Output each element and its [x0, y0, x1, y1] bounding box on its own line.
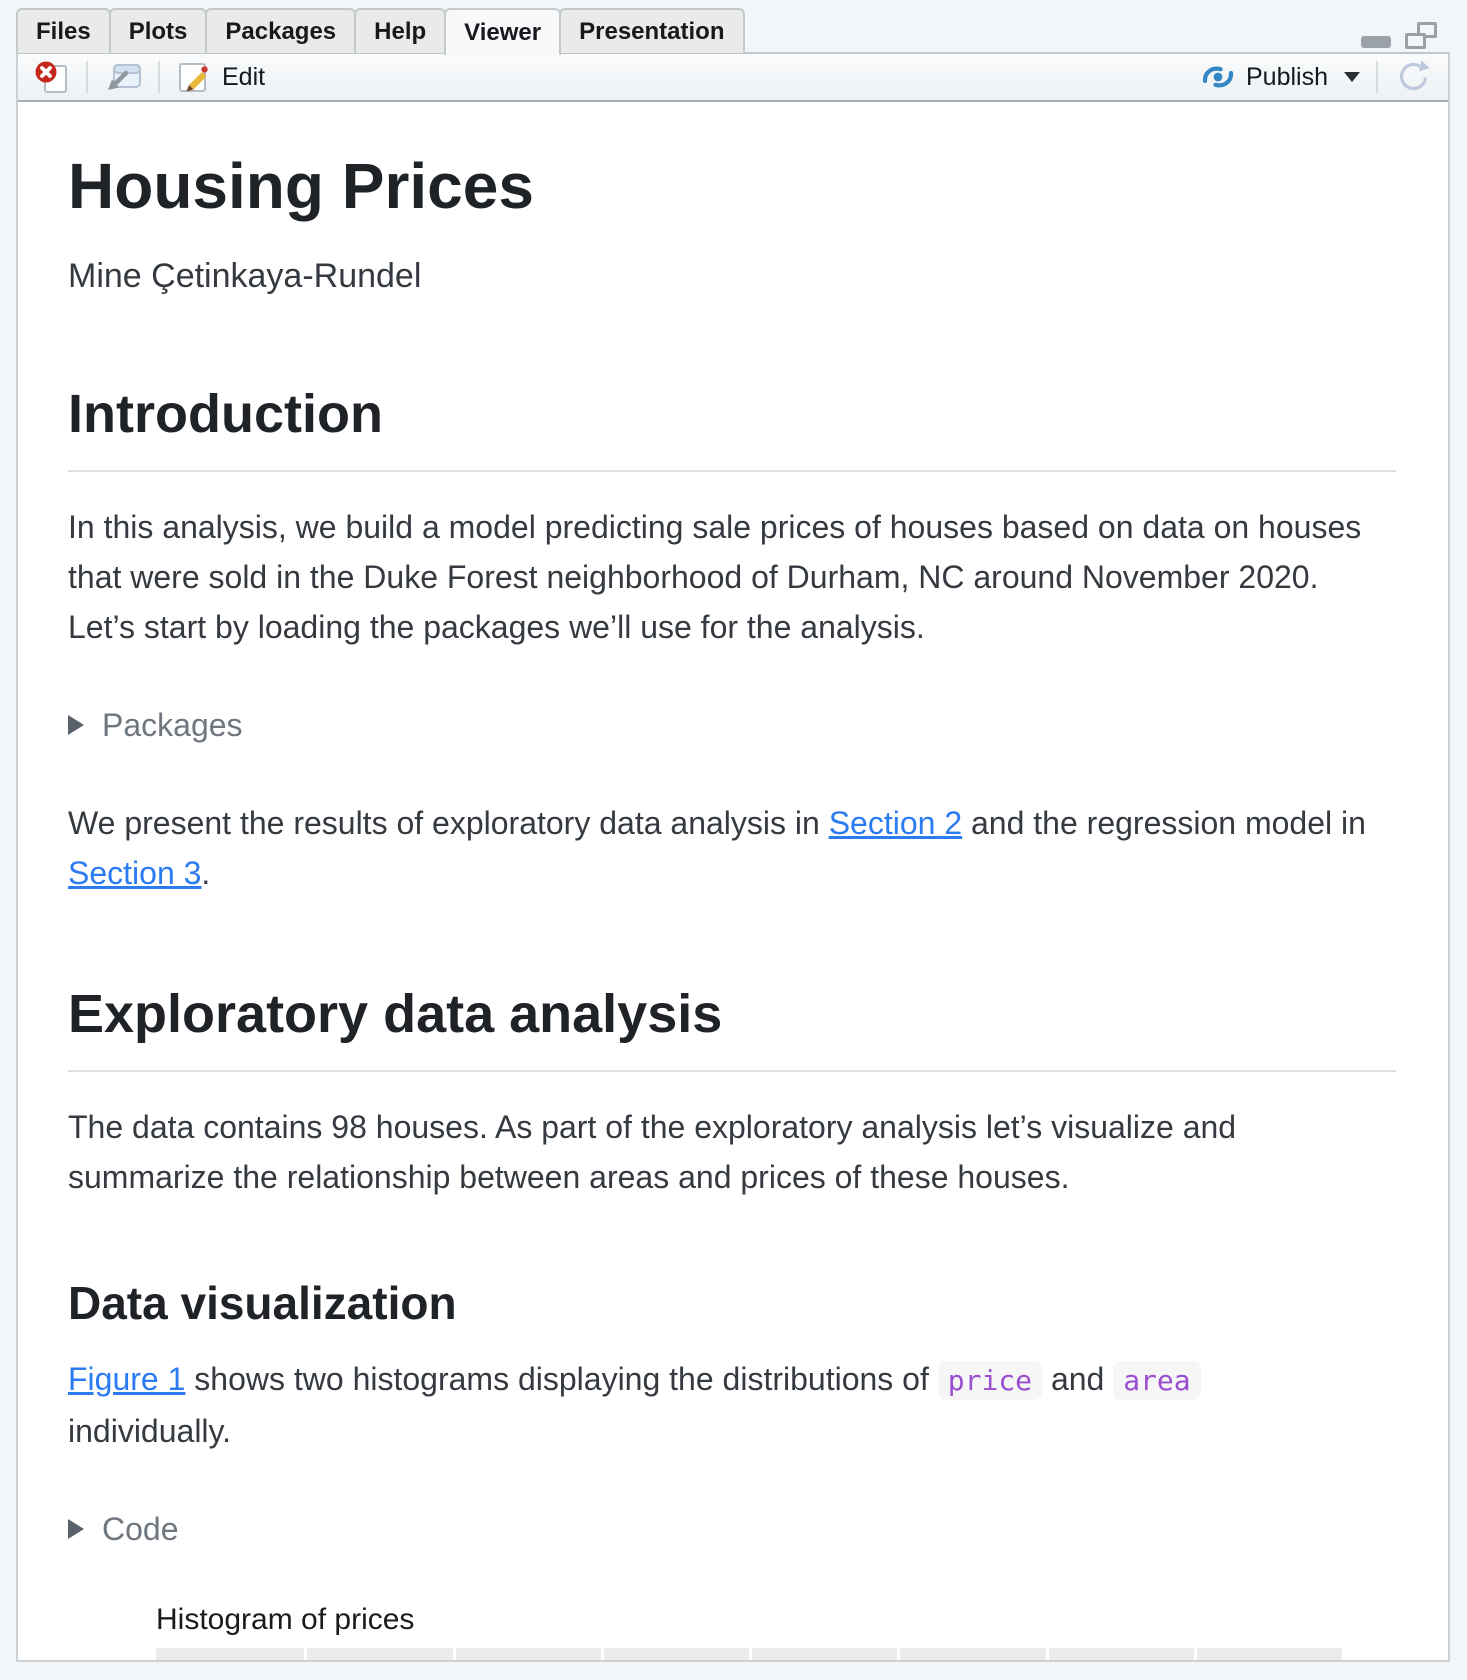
figure-reference-paragraph — [68, 1354, 1368, 1456]
panel-gridline — [1046, 1648, 1049, 1660]
toolbar-separator — [1376, 61, 1378, 93]
panel-gridline — [601, 1648, 604, 1660]
section-3-link[interactable]: Section 3 — [68, 855, 202, 891]
publish-dropdown-caret[interactable] — [1344, 72, 1360, 82]
tab-label: Help — [374, 17, 427, 45]
toolbar-separator — [158, 61, 160, 93]
histogram-figure — [156, 1602, 1342, 1660]
panel-gridline — [304, 1648, 307, 1660]
text-run: and — [1042, 1361, 1114, 1397]
code-summary[interactable] — [68, 1504, 1396, 1554]
code-summary-label: Code — [102, 1511, 179, 1547]
histogram-panel — [156, 1648, 1342, 1660]
pane-tab-bar — [16, 8, 743, 53]
open-in-new-window-button[interactable] — [100, 58, 146, 96]
intro-paragraph: In this analysis, we build a model predicting sale prices of houses based on data on houses that were sold in the Duke Forest neighborhood of Durham, NC around November 2020. Let’s start by loading the packages we’ll use for the analysis. — [68, 509, 1362, 645]
packages-summary-label: Packages — [102, 707, 243, 743]
refresh-icon — [1394, 58, 1432, 96]
text-run: and the regression model in — [962, 805, 1366, 841]
inline-code-price: price — [938, 1361, 1042, 1400]
tab-label: Plots — [128, 17, 188, 45]
document-author: Mine Çetinkaya-Rundel — [68, 257, 422, 295]
viewer-scroll-area[interactable] — [18, 102, 1448, 1660]
publish-button[interactable] — [1196, 61, 1364, 94]
inline-code-area: area — [1113, 1361, 1200, 1400]
tab-viewer[interactable] — [444, 8, 561, 55]
section-heading-eda: Exploratory data analysis — [68, 982, 1396, 1072]
tab-help[interactable] — [354, 8, 446, 53]
section-2-link[interactable]: Section 2 — [828, 805, 963, 841]
viewer-toolbar — [18, 54, 1448, 102]
panel-gridline — [1194, 1648, 1197, 1660]
open-in-new-window-icon — [104, 60, 142, 94]
figure-1-link[interactable]: Figure 1 — [68, 1361, 186, 1397]
packages-details — [68, 700, 1396, 750]
tab-presentation[interactable] — [559, 8, 744, 53]
edit-pencil-icon — [176, 59, 212, 95]
edit-button-label: Edit — [222, 62, 266, 91]
panel-gridline — [453, 1648, 456, 1660]
quarto-document — [18, 102, 1448, 1660]
text-run: . — [201, 855, 211, 891]
tab-label: Packages — [225, 17, 337, 45]
restore-pane-icon[interactable] — [1405, 22, 1437, 49]
collapsed-triangle-icon — [68, 1519, 84, 1539]
text-run: We present the results of exploratory data analysis in — [68, 805, 829, 841]
edit-button[interactable] — [172, 57, 269, 97]
toolbar-separator — [86, 61, 88, 93]
page-title: Housing Prices — [68, 150, 534, 222]
text-run: individually. — [68, 1413, 232, 1449]
tab-label: Presentation — [579, 17, 725, 45]
tab-label: Viewer — [464, 18, 542, 46]
section-heading-introduction: Introduction — [68, 382, 1396, 472]
section-links-paragraph — [68, 798, 1368, 898]
minimize-pane-icon[interactable] — [1361, 36, 1391, 48]
packages-summary[interactable] — [68, 700, 1396, 750]
tab-plots[interactable] — [109, 8, 208, 53]
viewer-pane — [16, 52, 1450, 1662]
close-icon — [34, 59, 70, 95]
tab-files[interactable] — [16, 8, 111, 53]
tab-label: Files — [36, 17, 91, 45]
text-run: shows two histograms displaying the distributions of — [185, 1361, 938, 1397]
code-details — [68, 1504, 1396, 1554]
panel-gridline — [749, 1648, 752, 1660]
publish-button-label: Publish — [1246, 62, 1328, 91]
subsection-heading-data-visualization: Data visualization — [68, 1277, 457, 1329]
collapsed-triangle-icon — [68, 715, 84, 735]
panel-gridline — [897, 1648, 900, 1660]
refresh-button[interactable] — [1390, 56, 1436, 98]
publish-icon — [1200, 64, 1236, 90]
tab-packages[interactable] — [205, 8, 356, 53]
histogram-title: Histogram of prices — [156, 1603, 415, 1636]
eda-paragraph: The data contains 98 houses. As part of the exploratory analysis let’s visualize and summarize the relationship between areas and prices of these houses. — [68, 1109, 1237, 1195]
pane-window-controls — [1361, 22, 1437, 49]
close-viewer-button[interactable] — [30, 57, 74, 97]
